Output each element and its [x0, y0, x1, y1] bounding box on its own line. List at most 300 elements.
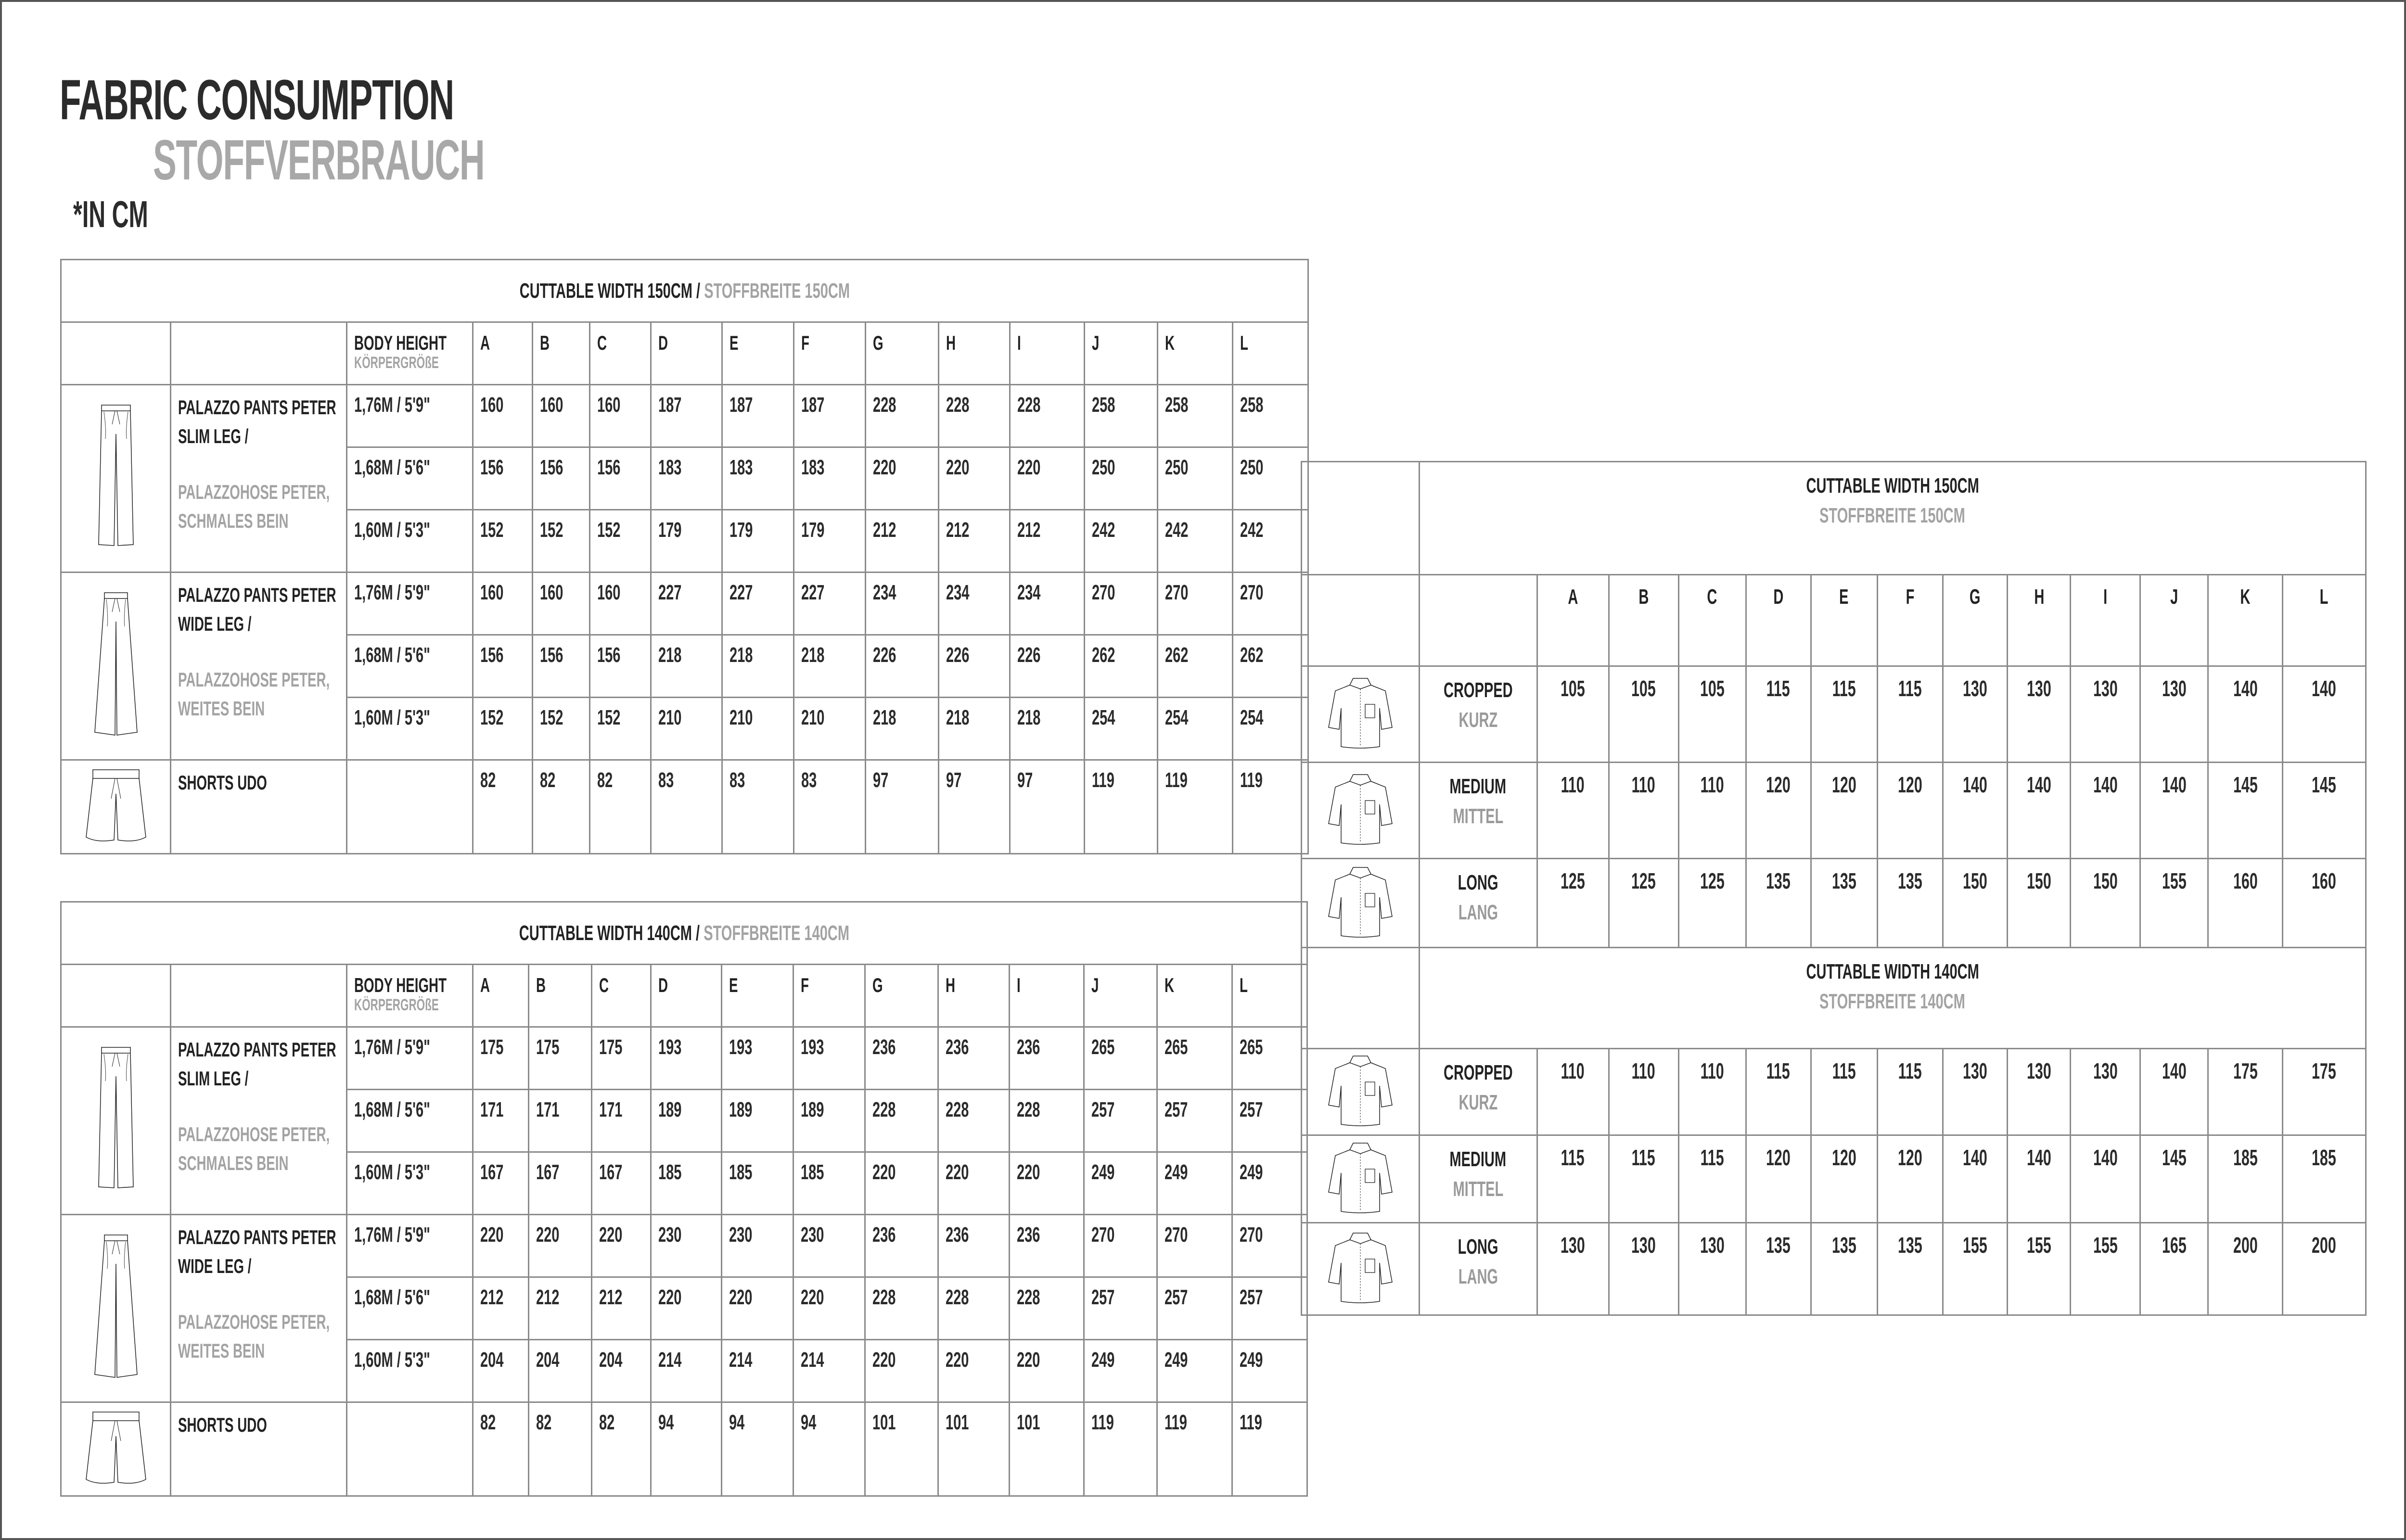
- cell-value: 130: [2162, 676, 2187, 701]
- cell-value: 152: [480, 518, 504, 542]
- section-title: [1419, 462, 2366, 575]
- table-cell: [473, 760, 533, 854]
- length-name: [1419, 1049, 1537, 1135]
- table-cell: [2208, 763, 2282, 859]
- size-header: [1233, 322, 1308, 385]
- table-cell: [2140, 1223, 2208, 1315]
- table-cell: [722, 1090, 793, 1152]
- table-cell: [794, 447, 866, 510]
- table-cell: [1010, 510, 1085, 573]
- table-cell: [722, 510, 794, 573]
- cell-value: 160: [480, 581, 504, 604]
- cell-value: 193: [801, 1035, 824, 1059]
- table-cell: [1537, 666, 1609, 763]
- table-cell: [1678, 1223, 1746, 1315]
- table-cell: [1233, 573, 1308, 635]
- table-cell: [1010, 1027, 1084, 1090]
- table-cell: [1232, 1402, 1307, 1496]
- cell-value: 210: [729, 706, 753, 729]
- cell-value: 220: [1017, 1348, 1040, 1372]
- table-cell: [1010, 385, 1085, 447]
- cell-value: 220: [1017, 456, 1041, 479]
- cell-value: 185: [2312, 1145, 2337, 1170]
- cell-value: 156: [540, 456, 563, 479]
- table-cell: [1232, 1090, 1307, 1152]
- table-cell: [529, 1340, 592, 1402]
- cell-value: L: [1240, 974, 1248, 996]
- table-cell: [529, 1152, 592, 1215]
- cell-value: 145: [2162, 1145, 2187, 1170]
- cell-value: 152: [540, 706, 563, 729]
- cell-value: 249: [1091, 1160, 1115, 1184]
- cell-value: 228: [946, 393, 970, 417]
- table-cell: [1877, 859, 1943, 948]
- table-cell: [1537, 1049, 1609, 1135]
- table-cell: [592, 1402, 651, 1496]
- cell-value: C: [597, 331, 607, 354]
- table-cell: [590, 698, 651, 760]
- table-cell: [1010, 1090, 1084, 1152]
- table-cell: [938, 1340, 1010, 1402]
- table-cell: [1609, 666, 1678, 763]
- cell-value: CROPPED: [1443, 1061, 1513, 1084]
- size-header: [1010, 965, 1084, 1027]
- cell-value: 140: [2233, 676, 2258, 701]
- table-cell: [939, 510, 1010, 573]
- table-cell: [1943, 1135, 2008, 1223]
- table-cell: [1746, 1223, 1811, 1315]
- cell-value: H: [946, 331, 956, 354]
- table-cell: [533, 447, 590, 510]
- table-cell: [1537, 859, 1609, 948]
- cell-value: 135: [1766, 1233, 1791, 1258]
- long-shirt-icon: [1302, 1223, 1420, 1315]
- table-cell: [592, 1340, 651, 1402]
- cell-value: 82: [480, 1411, 496, 1434]
- cell-value: 1,60M / 5'3": [354, 1160, 430, 1184]
- table-cell: [1746, 763, 1811, 859]
- cell-value: 212: [536, 1285, 560, 1309]
- size-header: [722, 965, 793, 1027]
- table-title: [61, 902, 1307, 965]
- cell-value: E: [729, 974, 738, 996]
- size-header: [1609, 575, 1678, 666]
- cell-value: 140: [2027, 1145, 2051, 1170]
- cell-value: LANG: [1458, 1265, 1498, 1288]
- table-row: [1302, 1049, 2366, 1135]
- size-header: [1158, 322, 1233, 385]
- size-header: [2071, 575, 2140, 666]
- cell-value: I: [1017, 974, 1021, 996]
- cell-value: 204: [599, 1348, 623, 1372]
- body-height-cell: [347, 573, 473, 635]
- cell-value: 140: [2027, 772, 2051, 797]
- cell-value: 183: [658, 456, 682, 479]
- body-height-cell: [347, 1402, 473, 1496]
- body-height-cell: [347, 1027, 473, 1090]
- table-cell: [2071, 859, 2140, 948]
- size-header: [1232, 965, 1307, 1027]
- table-title: [61, 260, 1308, 322]
- cell-value: 226: [946, 643, 970, 667]
- cell-value: 152: [540, 518, 563, 542]
- size-header: [651, 322, 722, 385]
- table-cell: [651, 385, 722, 447]
- cell-value: 119: [1091, 1411, 1114, 1434]
- cell-value: 97: [873, 768, 889, 792]
- cell-value: 258: [1165, 393, 1189, 417]
- table-cell: [2208, 859, 2282, 948]
- cell-value: PALAZZO PANTS PETER SLIM LEG /: [178, 1038, 336, 1090]
- cell-value: 155: [1963, 1233, 1987, 1258]
- cell-value: 218: [658, 643, 682, 667]
- table-cell: [1609, 859, 1678, 948]
- cell-value: 167: [480, 1160, 504, 1184]
- body-height-cell: [347, 1215, 473, 1277]
- table-cell: [2208, 1223, 2282, 1315]
- body-height-cell: [347, 447, 473, 510]
- cell-value: 220: [658, 1285, 682, 1309]
- cell-value: 97: [946, 768, 962, 792]
- table-cell: [1811, 1049, 1877, 1135]
- table-cell: [529, 1277, 592, 1340]
- table-cell: [865, 1402, 938, 1496]
- table-cell: [473, 1402, 529, 1496]
- table-cell: [1537, 1223, 1609, 1315]
- table-cell: [533, 510, 590, 573]
- cell-value: 140: [2093, 1145, 2118, 1170]
- cell-value: B: [540, 331, 550, 354]
- cell-value: 130: [1561, 1233, 1585, 1258]
- table-cell: [473, 510, 533, 573]
- cell-value: PALAZZOHOSE PETER, WEITES BEIN: [178, 1311, 330, 1362]
- cell-value: 120: [1766, 1145, 1791, 1170]
- cell-value: SHORTS UDO: [178, 771, 267, 794]
- table-cell: [1010, 573, 1085, 635]
- cell-value: 94: [801, 1411, 817, 1434]
- table-cell: [590, 385, 651, 447]
- cell-value: 167: [536, 1160, 560, 1184]
- table-cell: [2140, 1049, 2208, 1135]
- cell-value: G: [872, 974, 883, 996]
- cell-value: 189: [658, 1098, 682, 1121]
- length-name: [1419, 666, 1537, 763]
- table-cell: [722, 1027, 793, 1090]
- slim-leg-pants-icon: [61, 1027, 171, 1215]
- cell-value: 262: [1165, 643, 1189, 667]
- cell-value: J: [1092, 331, 1100, 354]
- size-header: [1877, 575, 1943, 666]
- table-cell: [1085, 760, 1158, 854]
- cell-value: B: [1638, 585, 1649, 609]
- table-cell: [473, 573, 533, 635]
- cell-value: 257: [1091, 1285, 1115, 1309]
- table-cell: [938, 1402, 1010, 1496]
- medium-shirt-icon: [1302, 763, 1420, 859]
- table-cell: [2282, 1135, 2366, 1223]
- size-header: [938, 965, 1010, 1027]
- cell-value: 119: [1165, 1411, 1187, 1434]
- cell-value: 270: [1165, 1223, 1188, 1247]
- table-cell: [2071, 666, 2140, 763]
- table-cell: [1609, 1223, 1678, 1315]
- table-cell: [1010, 1277, 1084, 1340]
- table-row: [1302, 763, 2366, 859]
- cell-value: D: [658, 331, 668, 354]
- cell-value: 115: [1766, 1058, 1791, 1083]
- table-cell: [1537, 763, 1609, 859]
- table-cell: [1010, 698, 1085, 760]
- table-cell: [1157, 1215, 1232, 1277]
- cell-value: 204: [536, 1348, 560, 1372]
- cell-value: 165: [2162, 1233, 2187, 1258]
- table-cell: [722, 1340, 793, 1402]
- cell-value: 130: [2093, 676, 2118, 701]
- cell-value: 115: [1832, 676, 1856, 701]
- cell-value: 220: [480, 1223, 504, 1247]
- cell-value: 110: [1632, 772, 1656, 797]
- table-cell: [1158, 698, 1233, 760]
- cell-value: 110: [1700, 772, 1724, 797]
- length-name: [1419, 1223, 1537, 1315]
- body-height-header: [347, 965, 473, 1027]
- table-cell: [939, 385, 1010, 447]
- table-cell: [651, 510, 722, 573]
- cell-value: STOFFBREITE 150CM: [1819, 504, 1966, 527]
- shorts-icon: [61, 1402, 171, 1496]
- cell-value: 230: [658, 1223, 682, 1247]
- cell-value: 258: [1240, 393, 1264, 417]
- cell-value: 185: [2233, 1145, 2258, 1170]
- cell-value: PALAZZOHOSE PETER, SCHMALES BEIN: [178, 481, 330, 532]
- table-cell: [866, 573, 939, 635]
- table-cell: [2008, 763, 2071, 859]
- cell-value: KÖRPERGRÖßE: [354, 996, 439, 1014]
- column-header-row: [61, 322, 1308, 385]
- table-cell: [1609, 763, 1678, 859]
- cell-value: 160: [480, 393, 504, 417]
- cell-value: 249: [1165, 1160, 1188, 1184]
- product-name: [171, 385, 347, 573]
- cell-value: 160: [597, 393, 621, 417]
- table-cell: [1085, 385, 1158, 447]
- page-subtitle: STOFFVERBRAUCH: [153, 128, 485, 192]
- table-cell: [592, 1277, 651, 1340]
- cell-value: 212: [1017, 518, 1041, 542]
- table-row: [1302, 1135, 2366, 1223]
- cell-value: 257: [1240, 1285, 1263, 1309]
- table-cell: [473, 635, 533, 698]
- cell-value: 234: [946, 581, 970, 604]
- cell-value: 1,68M / 5'6": [354, 643, 430, 667]
- cell-value: I: [2103, 585, 2108, 609]
- table-cell: [865, 1215, 938, 1277]
- table-cell: [794, 510, 866, 573]
- cell-value: J: [1091, 974, 1099, 996]
- table-cell: [651, 635, 722, 698]
- cell-value: 257: [1165, 1098, 1188, 1121]
- medium-shirt-icon: [1302, 1135, 1420, 1223]
- table-cell: [1157, 1152, 1232, 1215]
- table-cell: [793, 1152, 865, 1215]
- table-cell: [865, 1090, 938, 1152]
- table-cell: [1010, 1340, 1084, 1402]
- table-cell: [722, 573, 794, 635]
- cell-value: 228: [1017, 1285, 1040, 1309]
- table-cell: [722, 385, 794, 447]
- cell-value: 1,60M / 5'3": [354, 1348, 430, 1372]
- cell-value: 105: [1700, 676, 1725, 701]
- cell-value: 115: [1832, 1058, 1856, 1083]
- table-cell: [529, 1090, 592, 1152]
- table-cell: [2282, 1223, 2366, 1315]
- table-cell: [592, 1215, 651, 1277]
- table-cell: [1811, 859, 1877, 948]
- cell-value: 130: [2027, 676, 2051, 701]
- table-cell: [2008, 666, 2071, 763]
- cell-value: 115: [1632, 1145, 1656, 1170]
- cell-value: 242: [1092, 518, 1115, 542]
- cell-value: K: [1165, 974, 1175, 996]
- cell-value: 125: [1631, 868, 1656, 893]
- table-cell: [1084, 1152, 1157, 1215]
- table-cell: [1232, 1215, 1307, 1277]
- wide-leg-pants-icon: [61, 573, 171, 760]
- cell-value: CUTTABLE WIDTH 150CM: [1806, 474, 1979, 497]
- size-header: [1537, 575, 1609, 666]
- size-header: [1085, 322, 1158, 385]
- table-cell: [794, 760, 866, 854]
- cell-value: 115: [1766, 676, 1791, 701]
- cell-value: LONG: [1458, 871, 1498, 894]
- table-cell: [1678, 763, 1746, 859]
- cell-value: 155: [2162, 868, 2187, 893]
- cell-value: 94: [658, 1411, 674, 1434]
- cell-value: CUTTABLE WIDTH 140CM: [1806, 960, 1979, 983]
- cell-value: 175: [536, 1035, 560, 1059]
- table-cell: [2008, 859, 2071, 948]
- table-cell: [722, 1402, 793, 1496]
- product-name: [171, 573, 347, 760]
- body-height-cell: [347, 635, 473, 698]
- table-cell: [939, 447, 1010, 510]
- cell-value: A: [1568, 585, 1578, 609]
- cell-value: 152: [597, 518, 621, 542]
- table-cell: [1746, 666, 1811, 763]
- table-cell: [533, 573, 590, 635]
- table-cell: [590, 760, 651, 854]
- cell-value: 183: [801, 456, 825, 479]
- table-row: [61, 1027, 1307, 1090]
- cell-value: 115: [1700, 1145, 1724, 1170]
- cell-value: 82: [540, 768, 556, 792]
- table-cell: [651, 1277, 722, 1340]
- table-cell: [1232, 1277, 1307, 1340]
- cell-value: H: [946, 974, 956, 996]
- cell-value: 249: [1240, 1348, 1263, 1372]
- table-cell: [938, 1152, 1010, 1215]
- table-cell: [866, 385, 939, 447]
- table-cell: [1678, 859, 1746, 948]
- table-cell: [1233, 635, 1308, 698]
- cell-value: 152: [480, 706, 504, 729]
- cell-value: LANG: [1458, 901, 1498, 924]
- cell-value: 234: [873, 581, 896, 604]
- cell-value: 265: [1240, 1035, 1263, 1059]
- cell-value: 236: [1017, 1223, 1040, 1247]
- cell-value: 140: [2312, 676, 2337, 701]
- cell-value: 227: [729, 581, 753, 604]
- table-cell: [533, 698, 590, 760]
- cell-value: 218: [873, 706, 896, 729]
- unit-note: *IN CM: [73, 193, 148, 235]
- cropped-shirt-icon: [1302, 1049, 1420, 1135]
- cell-value: 228: [946, 1098, 969, 1121]
- cell-value: 97: [1017, 768, 1033, 792]
- cell-value: F: [801, 331, 809, 354]
- table-cell: [722, 698, 794, 760]
- table-cell: [866, 698, 939, 760]
- table-cell: [2208, 1135, 2282, 1223]
- table-cell: [794, 635, 866, 698]
- cell-value: 140: [2162, 772, 2187, 797]
- cell-value: 250: [1240, 456, 1264, 479]
- cell-value: L: [1240, 331, 1248, 354]
- cell-value: 155: [2027, 1233, 2051, 1258]
- cell-value: I: [1017, 331, 1021, 354]
- cell-value: L: [2319, 585, 2329, 609]
- size-header: [1084, 965, 1157, 1027]
- table-cell: [938, 1215, 1010, 1277]
- cell-value: 140: [1963, 772, 1987, 797]
- table-cell: [866, 760, 939, 854]
- cell-value: 130: [1963, 1058, 1987, 1083]
- cell-value: 105: [1631, 676, 1656, 701]
- cell-value: 185: [658, 1160, 682, 1184]
- table-cell: [473, 385, 533, 447]
- body-height-cell: [347, 385, 473, 447]
- cell-value: 236: [872, 1223, 896, 1247]
- cell-value: BODY HEIGHT: [354, 331, 447, 354]
- table-cell: [1157, 1090, 1232, 1152]
- cell-value: 179: [658, 518, 682, 542]
- cell-value: 204: [480, 1348, 504, 1372]
- table-cell: [590, 447, 651, 510]
- cell-value: 200: [2312, 1233, 2337, 1258]
- cell-value: 160: [2233, 868, 2258, 893]
- table-cell: [2008, 1135, 2071, 1223]
- table-cell: [1233, 760, 1308, 854]
- table-cell: [722, 1277, 793, 1340]
- cell-value: D: [1773, 585, 1784, 609]
- table-row: [61, 1402, 1307, 1496]
- cell-value: C: [1707, 585, 1717, 609]
- shirt-table: [1301, 461, 2367, 1316]
- cell-value: 236: [872, 1035, 896, 1059]
- table-cell: [866, 447, 939, 510]
- cell-value: 218: [946, 706, 970, 729]
- cell-value: F: [1906, 585, 1914, 609]
- cell-value: STOFFBREITE 140CM: [703, 921, 849, 945]
- table-row: [1302, 666, 2366, 763]
- cell-value: G: [1970, 585, 1981, 609]
- cell-value: PALAZZO PANTS PETER SLIM LEG /: [178, 396, 336, 447]
- cell-value: KÖRPERGRÖßE: [354, 354, 439, 372]
- cell-value: 257: [1165, 1285, 1188, 1309]
- cell-value: 110: [1632, 1058, 1656, 1083]
- size-header: [651, 965, 722, 1027]
- table-cell: [1233, 510, 1308, 573]
